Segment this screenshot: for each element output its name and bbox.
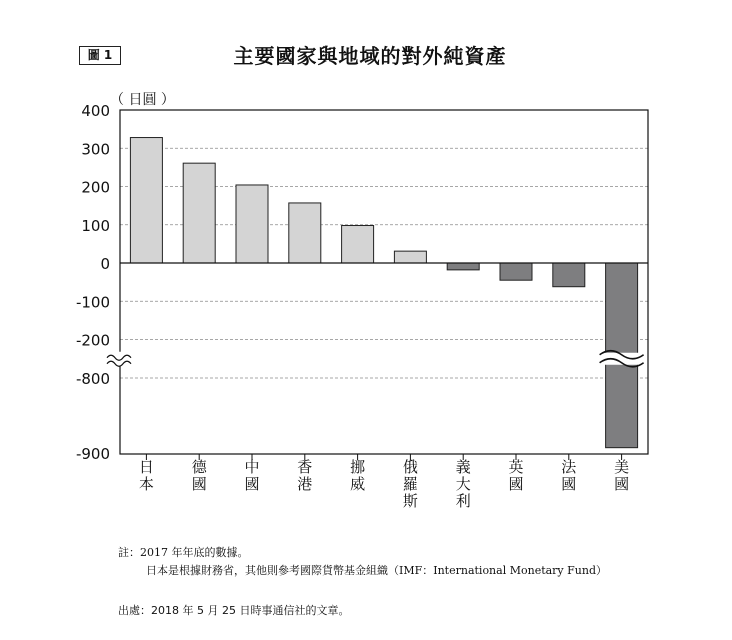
y-tick-label: -800 (75, 370, 110, 388)
y-tick-label: 0 (100, 255, 110, 273)
bar-9 (553, 263, 585, 287)
x-tick-label: 英國 (508, 458, 524, 493)
x-tick-label: 美國 (614, 458, 630, 493)
x-tick-label: 日本 (138, 458, 154, 493)
note-line-2: 日本是根據財務省，其他則參考國際貨幣基金組織（IMF：International Monetary Fund） (146, 564, 607, 577)
y-axis-unit-label: （ 日圓 ） (110, 92, 175, 108)
bar-8 (500, 263, 532, 280)
y-tick-label: -900 (75, 445, 110, 463)
bar-6 (394, 251, 426, 263)
y-tick-label: -200 (75, 331, 110, 350)
figure-label: 圖 1 (79, 46, 121, 65)
bar-4 (289, 203, 321, 263)
y-tick-label: 100 (81, 216, 110, 235)
y-tick-label: 400 (81, 102, 110, 120)
bar-2 (183, 163, 215, 263)
x-tick-label: 俄羅斯 (402, 458, 418, 510)
y-tick-label: 300 (81, 140, 110, 159)
bar-5 (342, 226, 374, 263)
x-tick-label: 中國 (244, 458, 260, 493)
x-tick-label: 法國 (561, 458, 577, 493)
y-tick-label: 200 (81, 178, 110, 197)
x-tick-label: 挪威 (350, 458, 366, 493)
axis-break-mask-left (106, 352, 132, 366)
source-note: 出處：2018 年 5 月 25 日時事通信社的文章。 (118, 604, 350, 617)
bar-3 (236, 185, 268, 263)
note-line-1: 註：2017 年年底的數據。 (118, 546, 249, 559)
y-tick-label: -100 (75, 293, 110, 312)
bar-7 (447, 263, 479, 270)
x-tick-label: 德國 (191, 458, 207, 493)
bar-1 (130, 138, 162, 263)
chart-title: 主要國家與地域的對外純資產 (233, 44, 507, 68)
x-tick-label: 義大利 (455, 458, 471, 510)
x-tick-label: 香港 (297, 458, 313, 493)
